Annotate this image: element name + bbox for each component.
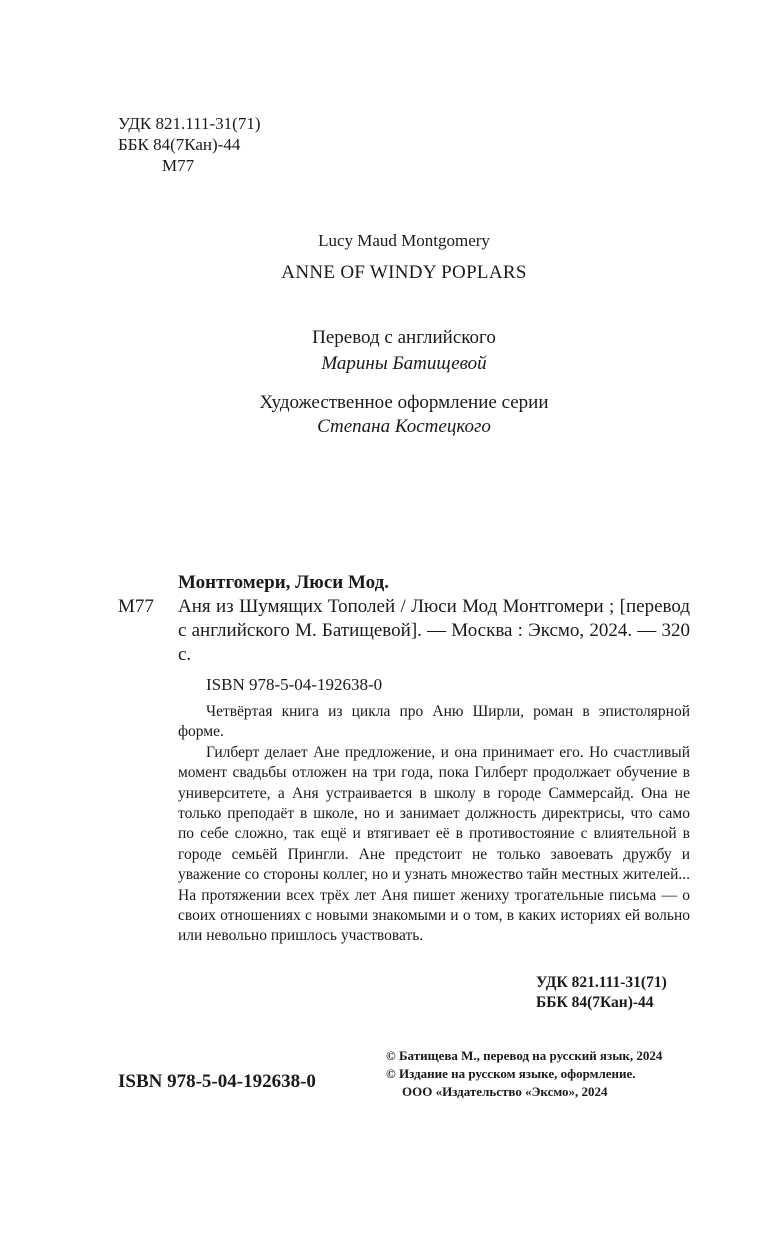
original-author: Lucy Maud Montgomery <box>318 231 490 250</box>
bbk-code: ББК 84(7Кан)-44 <box>118 135 241 154</box>
designer-name: Степана Костецкого <box>317 416 491 437</box>
isbn-bottom: ISBN 978-5-04-192638-0 <box>118 1071 316 1092</box>
author-mark: М77 <box>162 156 195 175</box>
bibliographic-description: Аня из Шумящих Тополей / Люси Мод Монтгомери ; [перевод с английского М. Батищевой]. — Москва : Эксмо, 2024. — 320 с. <box>178 596 690 665</box>
copyright-line: © Издание на русском языке, оформление. <box>386 1066 636 1081</box>
bibliographic-heading: Монтгомери, Люси Мод. <box>178 572 389 593</box>
bibliographic-record <box>118 571 690 697</box>
translation-label: Перевод с английского <box>312 327 496 348</box>
original-title: ANNE OF WINDY POPLARS <box>281 262 527 283</box>
copyright-block <box>386 1047 662 1101</box>
classification-block <box>118 113 260 176</box>
classification-bottom <box>536 973 667 1013</box>
translator-name: Марины Батищевой <box>321 353 487 374</box>
bbk-code-bottom: ББК 84(7Кан)-44 <box>536 994 654 1011</box>
copyright-line: ООО «Издательство «Эксмо», 2024 <box>402 1084 608 1099</box>
copyright-line: © Батищева М., перевод на русский язык, 2024 <box>386 1048 663 1063</box>
udk-code: УДК 821.111-31(71) <box>118 114 261 133</box>
bibliographic-row <box>118 595 690 667</box>
annotation-paragraph: Гилберт делает Ане предложение, и она принимает его. Но счастливый момент свадьбы отложен на три года, пока Гилберт продолжает обучение в университете, а Аня устраивается в школу в городе Саммерсайд. Она не только преподаёт в школе, но и занимает должность директрисы, что само по себе сложно, так ещё и втягивает её в противостояние с влиятельной в городе семьёй Прингли. Ане предстоит не только завоевать дружбу и уважение со стороны коллег, но и узнать множество тайн местных жителей... На протяжении всех трёх лет Аня пишет жениху трогательные письма — о своих отношениях с новыми знакомыми и о том, в каких историях ей вольно или невольно пришлось участвовать. <box>178 743 690 945</box>
udk-code-bottom: УДК 821.111-31(71) <box>536 974 667 991</box>
design-label: Художественное оформление серии <box>259 392 549 413</box>
annotation-paragraph: Четвёртая книга из цикла про Аню Ширли, роман в эпистолярной форме. <box>178 703 690 741</box>
bibliographic-code: М77 <box>118 596 154 617</box>
annotation <box>178 702 690 947</box>
bibliographic-isbn: ISBN 978-5-04-192638-0 <box>206 675 383 694</box>
